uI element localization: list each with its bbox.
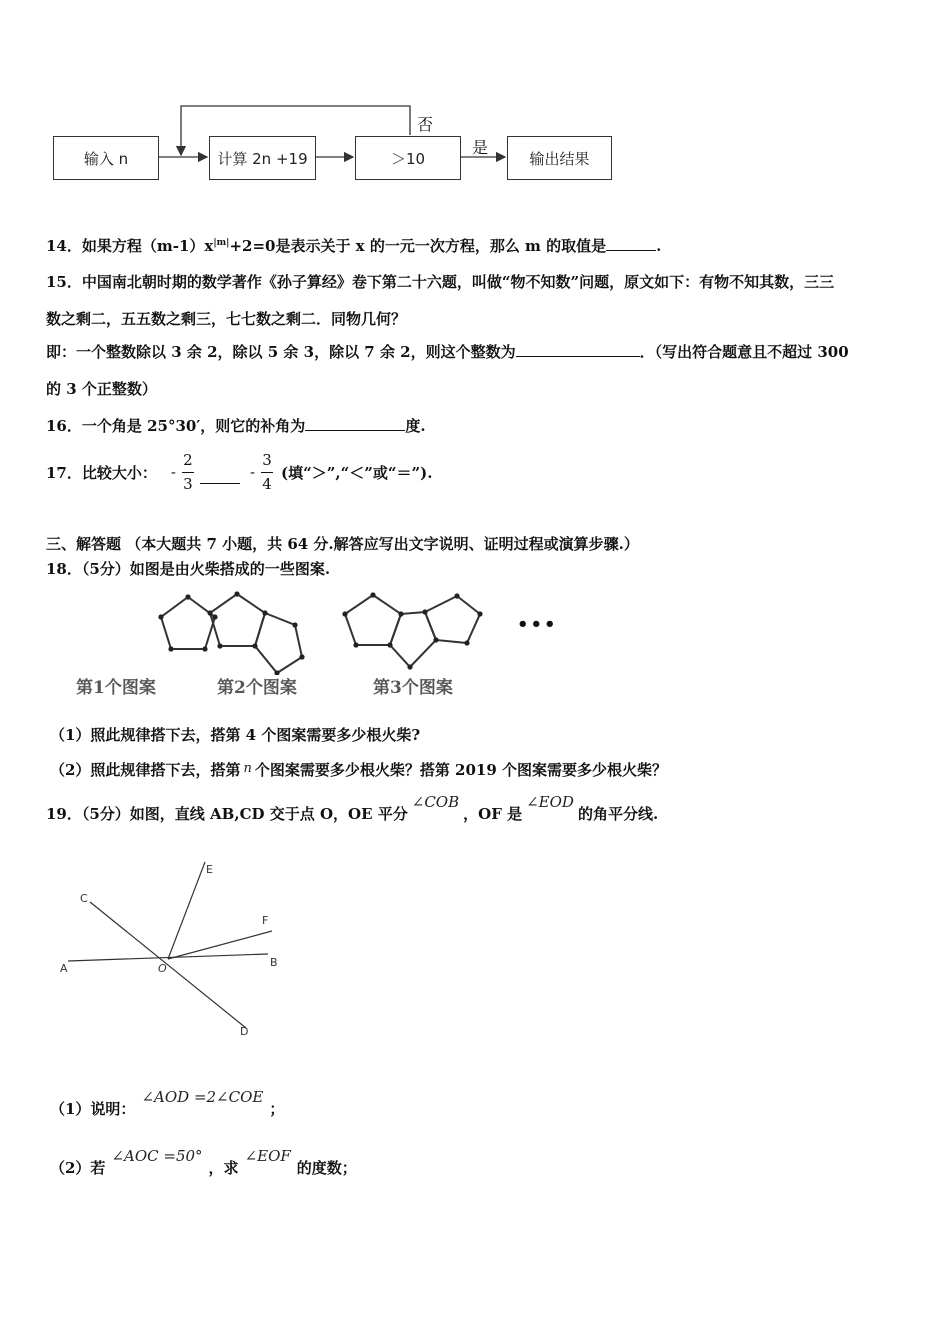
q19-angle-eod: ∠EOD — [526, 793, 574, 811]
q19-sub2 — [50, 1147, 357, 1178]
q16-text-a: 16．一个角是 25°30′，则它的补角为 — [46, 417, 306, 435]
q17-frac1-denominator: 3 — [183, 474, 193, 493]
q15-line3-b: ．（写出符合题意且不超过 300 — [639, 343, 849, 361]
pattern-3-caption: 第3个图案 — [373, 678, 453, 698]
pattern-continuation-dots: ••• — [517, 614, 558, 635]
q19-sub1-math: ∠AOD =2∠COE — [141, 1088, 264, 1106]
q19-sub2-math: ∠AOC =50° — [111, 1147, 203, 1165]
q15-line3 — [46, 341, 849, 362]
q17-fraction-1 — [182, 452, 194, 493]
q18-sub2-a: （2）照此规律搭下去，搭第 — [50, 761, 241, 779]
flow-output-box: 输出结果 — [507, 136, 612, 180]
question-16 — [46, 415, 426, 436]
flowchart — [0, 0, 950, 200]
pattern-1 — [161, 597, 215, 649]
q18-sub2-b: 个图案需要多少根火柴？搭第 2019 个图案需要多少根火柴？ — [254, 761, 668, 779]
q15-line1: 15．中国南北朝时期的数学著作《孙子算经》卷下第二十六题，叫做“物不知数”问题，原文如下：有物不知其数，三三 — [46, 273, 835, 291]
matchstick-patterns — [70, 585, 570, 675]
q19-sub2-label: （2）若 — [50, 1159, 106, 1177]
point-label-e: E — [206, 863, 213, 876]
q17-text-a: 17．比较大小： — [46, 463, 157, 482]
q19-sub1-end: ； — [269, 1100, 285, 1118]
question-17 — [46, 448, 432, 496]
q19-sub2-math2: ∠EOF — [244, 1147, 291, 1165]
q17-fraction-2 — [261, 452, 273, 493]
pattern-2-caption: 第2个图案 — [217, 678, 297, 698]
point-label-a: A — [60, 962, 68, 975]
q15-line3-a: 即：一个整数除以 3 余 2，除以 5 余 3，除以 7 余 2，则这个整数为 — [46, 343, 516, 361]
pattern-1-dots — [158, 594, 217, 651]
question-14 — [46, 235, 661, 256]
q17-text-b: (填“＞”,“＜”或“＝”). — [281, 463, 433, 482]
pattern-3 — [345, 595, 480, 667]
angle-diagram — [50, 850, 290, 1050]
q15-line2: 数之剩二，五五数之剩三，七七数之剩二．同物几何？ — [46, 310, 407, 328]
section-3-title: 三、解答题 （本大题共 7 小题，共 64 分.解答应写出文字说明、证明过程或演算步骤.） — [46, 535, 639, 553]
q19-text-b: ，OF 是 — [463, 805, 523, 823]
q18-stem: 18．（5分）如图是由火柴搭成的一些图案. — [46, 560, 331, 578]
q19-sub2-end: 的度数； — [296, 1159, 357, 1177]
q18-sub2 — [50, 759, 667, 780]
point-label-b: B — [270, 956, 278, 969]
q16-text-b: 度. — [405, 417, 426, 435]
pattern-2 — [210, 594, 302, 673]
q18-sub1: （1）照此规律搭下去，搭第 4 个图案需要多少根火柴? — [50, 726, 421, 744]
q15-answer-blank[interactable] — [516, 342, 640, 357]
q17-answer-blank[interactable] — [200, 469, 240, 484]
q17-minus-2: - — [249, 463, 256, 481]
flow-no-label: 否 — [417, 115, 434, 134]
point-label-d: D — [240, 1025, 249, 1038]
ray-oe — [168, 862, 205, 959]
point-label-c: C — [80, 892, 88, 905]
q19-sub2-mid: ，求 — [208, 1159, 239, 1177]
q17-frac2-denominator: 4 — [262, 474, 272, 493]
q19-text-c: 的角平分线. — [577, 805, 659, 823]
q14-text-a: 14．如果方程（m-1）x — [46, 237, 214, 255]
flow-calc-box: 计算 2n +19 — [209, 136, 316, 180]
point-label-f: F — [262, 914, 269, 927]
q14-text-b: +2=0是表示关于 x 的一元一次方程，那么 m 的取值是 — [229, 237, 607, 255]
q14-exponent: |m| — [213, 238, 230, 248]
q16-answer-blank[interactable] — [305, 416, 405, 431]
q19-angle-cob: ∠COB — [411, 793, 460, 811]
q15-line4: 的 3 个正整数） — [46, 380, 157, 398]
q17-minus-1: - — [170, 463, 176, 481]
q19-text-a: 19．（5分）如图，直线 AB,CD 交于点 O，OE 平分 — [46, 805, 408, 823]
flow-yes-label: 是 — [472, 138, 489, 157]
pattern-3-dots — [342, 592, 482, 669]
q19-sub1 — [50, 1088, 285, 1119]
flow-condition-box: ＞10 — [355, 136, 461, 180]
point-label-o: O — [158, 962, 167, 975]
line-cd — [90, 902, 246, 1028]
pattern-1-caption: 第1个图案 — [76, 678, 156, 698]
q17-frac2-numerator: 3 — [262, 450, 272, 469]
q17-frac1-numerator: 2 — [183, 450, 193, 469]
q19-sub1-label: （1）说明： — [50, 1100, 136, 1118]
flow-input-box: 输入 n — [53, 136, 159, 180]
q18-sub2-variable: n — [243, 761, 252, 776]
q14-text-c: . — [656, 237, 662, 255]
question-19 — [46, 793, 659, 824]
q14-answer-blank[interactable] — [606, 236, 656, 251]
